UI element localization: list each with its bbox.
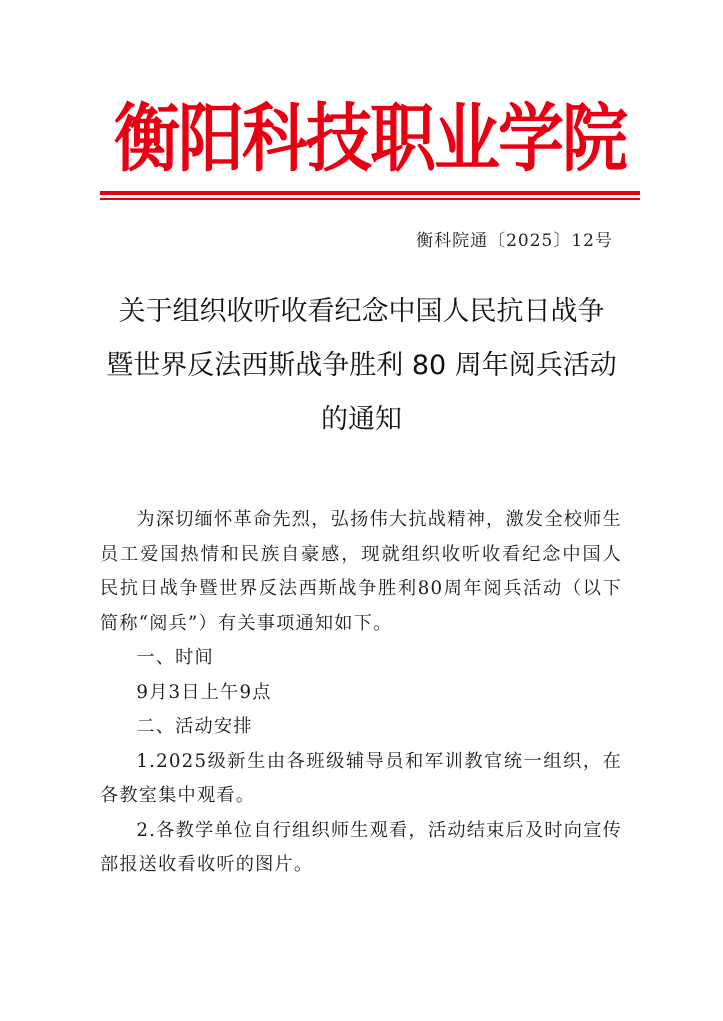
- document-number: 衡科院通〔2025〕12号: [416, 231, 613, 251]
- masthead-title: 衡阳科技职业学院: [114, 95, 626, 183]
- time-content: 9月3日上午9点: [136, 681, 272, 703]
- masthead-thin-rule: [100, 198, 640, 200]
- section-heading-arrangement: 二、活动安排: [136, 716, 253, 737]
- masthead-thick-rule: [100, 191, 640, 195]
- title-line: 暨世界反法西斯战争胜利 80 周年阅兵活动: [106, 350, 617, 381]
- title-line: 的通知: [321, 404, 402, 435]
- arrangement-item-1: 1.2025级新生由各班级辅导员和军训教官统一组织，在各教室集中观看。: [100, 750, 622, 806]
- document-title: [100, 285, 623, 447]
- document-body: [100, 503, 622, 883]
- intro-paragraph: 为深切缅怀革命先烈，弘扬伟大抗战精神，激发全校师生员工爱国热情和民族自豪感，现就组织收听收看纪念中国人民抗日战争暨世界反法西斯战争胜利80周年阅兵活动（以下简称“阅兵”）有关事项通知如下。: [100, 509, 622, 634]
- title-line: 关于组织收听收看纪念中国人民抗日战争: [118, 296, 605, 327]
- section-heading-time: 一、时间: [136, 647, 214, 668]
- arrangement-item-2: 2.各教学单位自行组织师生观看，活动结束后及时向宣传部报送收看收听的图片。: [100, 819, 622, 875]
